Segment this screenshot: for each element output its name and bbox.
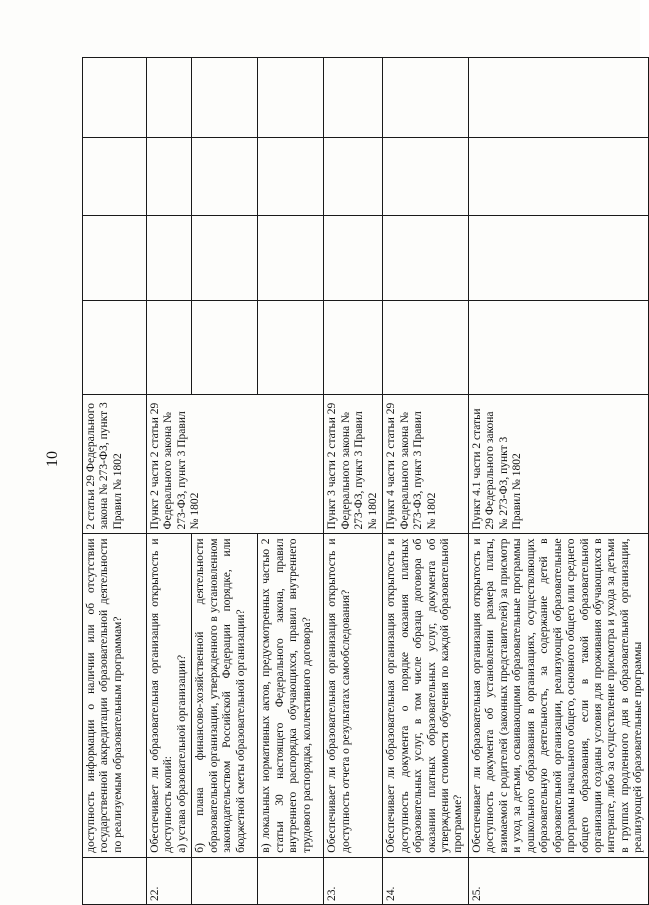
legal-reference: Пункт 4.1 части 2 статьи 29 Федерального закона № 273-ФЗ, пункт 3 Правил № 1802 — [468, 394, 648, 534]
checklist-table-rotated — [82, 57, 645, 905]
empty-cell — [83, 138, 147, 216]
empty-cell — [468, 301, 648, 394]
page-number: 10 — [44, 451, 61, 467]
empty-cell — [147, 58, 192, 138]
empty-cell — [147, 138, 192, 216]
empty-cell — [324, 301, 383, 394]
empty-cell — [468, 58, 648, 138]
table-row — [83, 58, 147, 905]
empty-cell — [324, 58, 383, 138]
row-number: 24. — [383, 857, 469, 904]
empty-cell — [468, 215, 648, 301]
legal-reference: 2 статьи 29 Федерального закона № 273-ФЗ, пункт 3 Правил № 1802 — [83, 394, 147, 534]
empty-cell — [83, 301, 147, 394]
empty-cell — [383, 138, 469, 216]
empty-cell — [192, 215, 258, 301]
legal-reference: Пункт 2 части 2 статьи 29 Федерального закона № 273-ФЗ, пункт 3 Правил № 1802 — [147, 394, 324, 534]
row-number: 23. — [324, 857, 383, 904]
empty-cell — [258, 138, 324, 216]
requirement-text: доступность информации о наличии или об отсутствии государственной аккредитации образовательной деятельности по реализуемым образовательным программам? — [83, 534, 147, 857]
requirement-text: Обеспечивает ли образовательная организация открытость и доступность документа об установлении размера платы, взимаемой с родителей (законных представителей) за присмотр и уход за детьми, осваивающими образовательные программы дошкольного образования в организациях, осуществляющих образовательную деятельность, за содержание детей в образовательной организации, реализующей образовательные программы начального общего, основного общего или среднего общего образования, если в такой образовательной организации созданы условия для проживания обучающихся в интернате, либо за осуществление присмотра и ухода за детьми в группах продленного дня в образовательной организации, реализующей образовательные программы — [468, 534, 648, 857]
empty-cell — [147, 215, 192, 301]
legal-reference: Пункт 4 части 2 статьи 29 Федерального закона № 273-ФЗ, пункт 3 Правил № 1802 — [383, 394, 469, 534]
legal-reference: Пункт 3 части 2 статьи 29 Федерального закона № 273-ФЗ, пункт 3 Правил № 1802 — [324, 394, 383, 534]
requirement-sub-a: а) устава образовательной организации? — [175, 654, 188, 853]
row-number: 22. — [147, 857, 192, 904]
table-row — [468, 58, 648, 905]
empty-cell — [83, 215, 147, 301]
empty-cell — [383, 301, 469, 394]
empty-cell — [192, 301, 258, 394]
empty-cell — [258, 58, 324, 138]
empty-cell — [258, 301, 324, 394]
empty-cell — [258, 215, 324, 301]
requirement-text: в) локальных нормативных актов, предусмотренных частью 2 статьи 30 настоящего Федерального закона, правил внутреннего распорядка обучающихся, правил внутреннего трудового распорядка, коллективного договора? — [258, 534, 324, 857]
empty-cell — [83, 58, 147, 138]
table-row — [147, 58, 192, 905]
requirement-main: Обеспечивает ли образовательная организация открытость и доступность копий: — [149, 538, 175, 853]
empty-cell — [192, 138, 258, 216]
empty-cell — [468, 138, 648, 216]
table-row — [324, 58, 383, 905]
requirement-text — [147, 534, 192, 857]
empty-cell — [324, 138, 383, 216]
empty-cell — [324, 215, 383, 301]
requirement-text: Обеспечивает ли образовательная организация открытость и доступность отчета о результатах самообследования? — [324, 534, 383, 857]
empty-cell — [192, 58, 258, 138]
row-number: 25. — [468, 857, 648, 904]
row-number — [192, 857, 258, 904]
empty-cell — [147, 301, 192, 394]
table-row — [383, 58, 469, 905]
checklist-table — [82, 57, 649, 905]
empty-cell — [383, 58, 469, 138]
empty-cell — [383, 215, 469, 301]
requirement-text: Обеспечивает ли образовательная организация открытость и доступность документа о порядке оказания платных образовательных услуг, в том числе образца договора об оказании платных образовательных услуг, документа об утверждении стоимости обучения по каждой образовательной программе? — [383, 534, 469, 857]
row-number — [83, 857, 147, 904]
row-number — [258, 857, 324, 904]
requirement-text: б) плана финансово-хозяйственной деятельности образовательной организации, утвержденного в установленном законодательством Российской Федерации порядке, или бюджетной сметы образовательной организации? — [192, 534, 258, 857]
